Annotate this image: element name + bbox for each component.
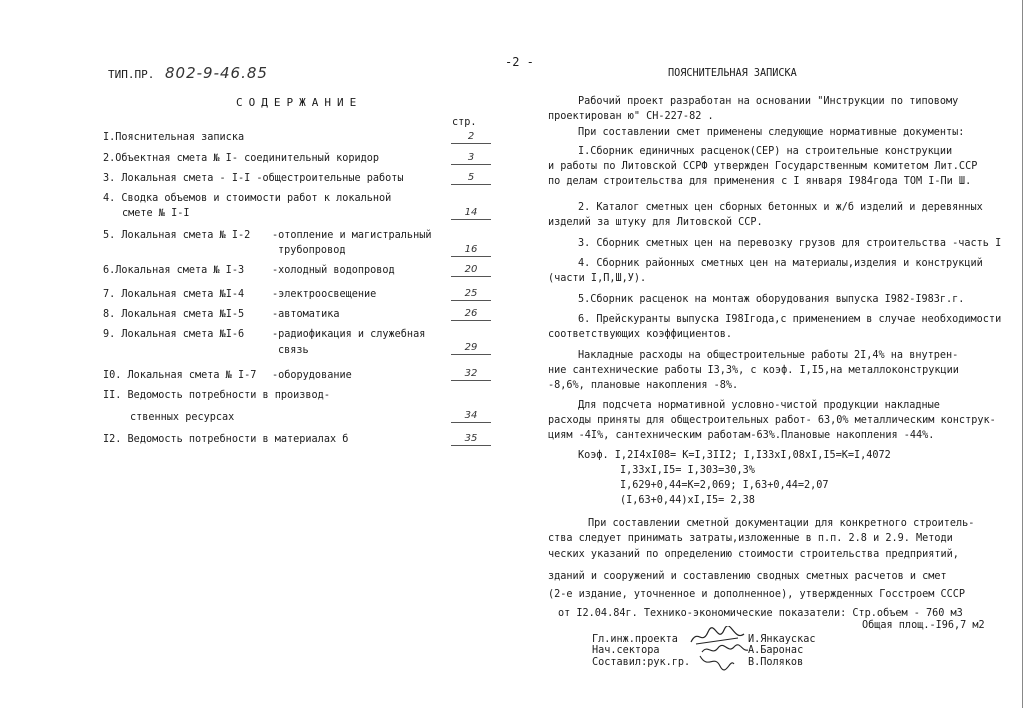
note-line: ческих указаний по определению стоимости строительства предприятий, — [548, 549, 959, 560]
note-line: Коэф. I,2I4хI08= К=I,3II2; I,I33хI,08хI,I5=К=I,4072 — [578, 450, 891, 461]
note-line: Рабочий проект разработан на основании "Инструкции по типовому — [578, 96, 959, 107]
note-line: I.Сборник единичных расценок(СЕР) на строительные конструкции — [578, 146, 953, 157]
toc-item-num: 2. — [103, 153, 116, 164]
note-line: проектирован ю" СН-227-82 . — [548, 111, 714, 122]
toc-item-desc: -автоматика — [272, 309, 340, 320]
note-line: ства следует принимать затраты,изложенные в п.п. 2.8 и 2.9. Методи — [548, 533, 953, 544]
toc-item-desc-cont: трубопровод — [278, 245, 346, 256]
note-line: зданий и сооружений и составлению сводных сметных расчетов и смет — [548, 571, 947, 582]
note-line: Общая площ.-I96,7 м2 — [862, 620, 985, 631]
doc-code — [108, 64, 268, 82]
toc-item-text: Локальная смета №I-4 — [121, 289, 245, 300]
toc-item-desc: -электроосвещение — [272, 289, 377, 300]
toc-item-num: 9. — [103, 329, 116, 340]
note-line: I,33хI,I5= I,303=30,3% — [620, 465, 755, 476]
toc-item-desc: -отопление и магистральный — [272, 230, 432, 241]
toc-item-num: I2. — [103, 434, 122, 445]
toc-item-6 — [103, 265, 244, 276]
toc-item-page: 26 — [451, 308, 491, 321]
toc-item-5 — [103, 230, 250, 241]
toc-item-num: 5. — [103, 230, 116, 241]
toc-item-desc: -оборудование — [272, 370, 352, 381]
note-line: изделий за штуку для Литовской ССР. — [548, 217, 763, 228]
note-line: ние сантехнические работы I3,3%, с коэф. I,I5,на металлоконструкции — [548, 365, 959, 376]
doc-code-number: 802-9-46.85 — [164, 64, 268, 82]
note-line: При составлении смет применены следующие нормативные документы: — [578, 127, 965, 138]
note-line: по делам строительства для применения с I января I984года ТОМ I-Пи Ш. — [548, 176, 972, 187]
toc-item-7 — [103, 289, 244, 300]
note-title: ПОЯСНИТЕЛЬНАЯ ЗАПИСКА — [668, 68, 797, 79]
note-line: 6. Прейскуранты выпуска I98Iгода,с применением в случае необходимости — [578, 314, 1002, 325]
toc-item-num: I. — [103, 132, 116, 143]
note-line: Накладные расходы на общестроительные работы 2I,4% на внутрен- — [578, 350, 959, 361]
note-line: 3. Сборник сметных цен на перевозку грузов для строительства -часть I — [578, 238, 1002, 249]
page-number: -2 - — [505, 55, 534, 69]
toc-item-num: 4. — [103, 193, 116, 204]
toc-item-text: Локальная смета № I-2 — [121, 230, 251, 241]
toc-item-num: 6. — [103, 265, 116, 276]
toc-item-num: 7. — [103, 289, 116, 300]
toc-item-page: 5 — [451, 172, 491, 185]
note-line: Для подсчета нормативной условно-чистой продукции накладные — [578, 400, 940, 411]
toc-item-num: I0. — [103, 370, 122, 381]
signature-role: Составил:рук.гр. — [592, 657, 691, 668]
signature-name: И.Янкаускас — [748, 634, 816, 645]
toc-item-3 — [103, 173, 404, 184]
toc-item-page: 34 — [451, 410, 491, 423]
toc-item-num: II. — [103, 390, 122, 401]
toc-item-text: Локальная смета №I-5 — [121, 309, 245, 320]
toc-item-text-cont: ственных ресурсах — [130, 412, 235, 423]
toc-item-11 — [103, 390, 330, 401]
note-line: -8,6%, плановые накопления -8%. — [548, 380, 739, 391]
toc-item-page: 2 — [451, 131, 491, 144]
note-line: 2. Каталог сметных цен сборных бетонных и ж/б изделий и деревянных — [578, 202, 983, 213]
note-line: 5.Сборник расценок на монтаж оборудования выпуска I982-I983г.г. — [578, 294, 965, 305]
handwritten-signature-3 — [696, 652, 736, 672]
note-line: (2-е издание, уточненное и дополненное), утвержденных Госстроем СССР — [548, 589, 966, 600]
toc-heading: СОДЕРЖАНИЕ — [236, 96, 363, 109]
toc-item-4 — [103, 193, 391, 204]
toc-item-12 — [103, 434, 348, 445]
doc-code-prefix: ТИП.ПР. — [108, 68, 155, 81]
toc-item-desc-cont: связь — [278, 345, 309, 356]
toc-item-text: Ведомость потребности в материалах б — [127, 434, 349, 445]
signature-name: В.Поляков — [748, 657, 804, 668]
toc-item-9 — [103, 329, 244, 340]
toc-item-page: 16 — [451, 244, 491, 257]
toc-item-1 — [103, 132, 244, 143]
note-line: и работы по Литовской ССРФ утвержден Государственным комитетом Лит.ССР — [548, 161, 978, 172]
note-line: I,629+0,44=К=2,069; I,63+0,44=2,07 — [620, 480, 829, 491]
toc-item-text: Локальная смета № I-3 — [115, 265, 245, 276]
note-line: расходы приняты для общестроительных работ- 63,0% металлическим конструк- — [548, 415, 996, 426]
toc-item-desc: -холодный водопровод — [272, 265, 395, 276]
note-line: циям -4I%, сантехническим работам-63%.Плановые накопления -44%. — [548, 430, 935, 441]
toc-item-text: Ведомость потребности в производ- — [127, 390, 330, 401]
toc-item-text: Пояснительная записка — [115, 132, 245, 143]
scan-edge-line — [1022, 0, 1023, 708]
toc-item-page: 25 — [451, 288, 491, 301]
toc-item-text: Локальная смета №I-6 — [121, 329, 245, 340]
toc-item-page: 35 — [451, 433, 491, 446]
signature-name: А.Баронас — [748, 645, 804, 656]
toc-item-page: 14 — [451, 207, 491, 220]
toc-item-page: 29 — [451, 342, 491, 355]
toc-item-10 — [103, 370, 256, 381]
toc-item-page: 32 — [451, 368, 491, 381]
signature-role: Гл.инж.проекта — [592, 634, 678, 645]
note-line: от I2.04.84г. Технико-экономические показатели: Стр.объем - 760 м3 — [558, 608, 963, 619]
note-line: (части I,П,Ш,У). — [548, 273, 647, 284]
toc-item-num: 8. — [103, 309, 116, 320]
toc-item-8 — [103, 309, 244, 320]
toc-item-num: 3. — [103, 173, 116, 184]
note-line: соответствующих коэффициентов. — [548, 329, 733, 340]
toc-item-text-cont: смете № I-I — [122, 208, 190, 219]
note-line: 4. Сборник районных сметных цен на материалы,изделия и конструкций — [578, 258, 983, 269]
toc-item-text: Объектная смета № I- соединительный коридор — [115, 153, 380, 164]
note-line: При составлении сметной документации для конкретного строитель- — [588, 518, 975, 529]
note-line: (I,63+0,44)хI,I5= 2,38 — [620, 495, 755, 506]
toc-item-desc: -радиофикация и служебная — [272, 329, 426, 340]
toc-item-text: Локальная смета № I-7 — [127, 370, 257, 381]
toc-item-text: Сводка объемов и стоимости работ к локальной — [121, 193, 392, 204]
toc-page-col-label: стр. — [452, 117, 477, 128]
toc-item-2 — [103, 153, 379, 164]
toc-item-page: 3 — [451, 152, 491, 165]
toc-item-text: Локальная смета - I-I -общестроительные работы — [121, 173, 404, 184]
toc-item-page: 20 — [451, 264, 491, 277]
signature-role: Нач.сектора — [592, 645, 660, 656]
